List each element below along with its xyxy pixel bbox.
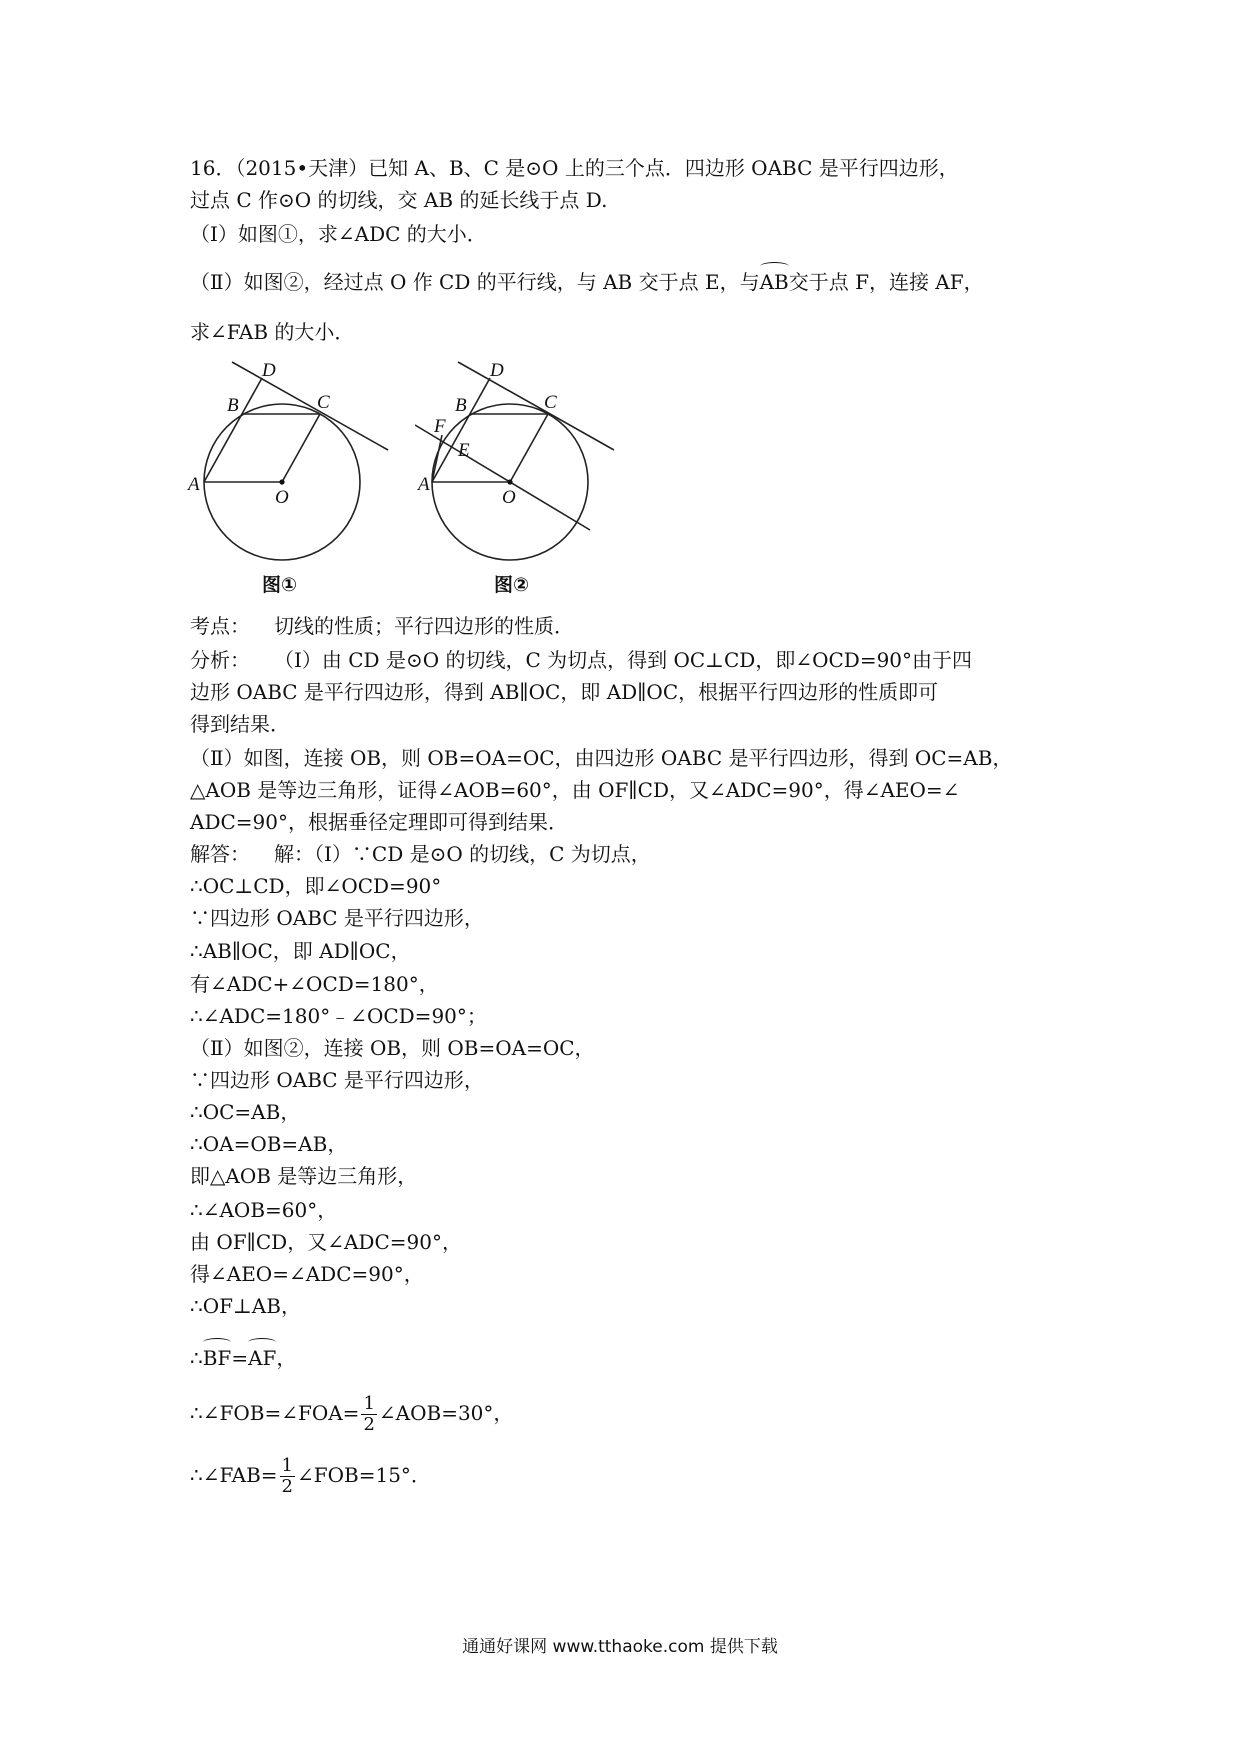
fenxi-line-6: ADC=90°，根据垂径定理即可得到结果．	[190, 810, 568, 834]
fraction-half	[280, 1456, 295, 1497]
solution-step: 由 OF∥CD，又∠ADC=90°，	[190, 1230, 462, 1254]
arc-equal-line	[190, 1344, 296, 1372]
therefore-symbol: ∴	[190, 1346, 203, 1370]
figure-1	[185, 355, 395, 569]
label-d: D	[490, 360, 504, 381]
label-b: B	[455, 395, 467, 416]
fenxi-label: 分析：	[190, 648, 250, 672]
arc-bf: BF	[202, 1346, 232, 1370]
fraction-line-2-post: ∠FOB=15°．	[296, 1463, 431, 1487]
figure-2-svg	[415, 355, 625, 565]
segment-oc	[282, 414, 320, 482]
problem-line-1: 16．（2015•天津）已知 A、B、C 是⊙O 上的三个点．四边形 OABC 是平行四边形，	[190, 156, 959, 180]
label-c: C	[544, 392, 557, 413]
figure-1-caption: 图①	[262, 574, 298, 596]
solution-step: ∴OA=OB=AB，	[190, 1132, 348, 1156]
fenxi-text-1: （Ⅰ）由 CD 是⊙O 的切线，C 为切点，得到 OC⊥CD，即∠OCD=90°由于四	[274, 648, 973, 672]
figure-1-svg	[185, 355, 395, 565]
arc-af: AF	[248, 1346, 277, 1370]
jieda-line-1	[190, 840, 651, 868]
fenxi-line-1	[190, 646, 972, 674]
label-b: B	[227, 395, 239, 416]
kaodian-line	[190, 612, 574, 640]
solution-step: （Ⅱ）如图②，连接 OB，则 OB=OA=OC，	[190, 1036, 595, 1060]
fraction-line-2-pre: ∴∠FAB=	[190, 1463, 278, 1487]
footer: 通通好课网 www.tthaoke.com 提供下载	[462, 1637, 778, 1657]
label-a: A	[418, 474, 430, 495]
label-a: A	[188, 474, 200, 495]
numerator: 1	[363, 1393, 375, 1414]
figure-2	[415, 355, 625, 569]
fraction-line-2	[190, 1456, 431, 1497]
fraction-line-1-post: ∠AOB=30°，	[378, 1401, 514, 1425]
label-o: O	[502, 487, 516, 508]
kaodian-label: 考点：	[190, 614, 250, 638]
label-d: D	[262, 360, 276, 381]
solution-step: 有∠ADC+∠OCD=180°，	[190, 972, 439, 996]
label-e: E	[458, 440, 470, 461]
denominator: 2	[281, 1476, 293, 1497]
problem-line-5: 求∠FAB 的大小．	[190, 320, 355, 344]
problem-line-4-post: 交于点 F，连接 AF，	[788, 270, 984, 294]
equals-sign: =	[231, 1346, 249, 1370]
tangent-cd	[232, 362, 388, 450]
solution-step: 即△AOB 是等边三角形，	[190, 1164, 418, 1188]
problem-line-3: （Ⅰ）如图①，求∠ADC 的大小．	[190, 222, 487, 246]
denominator: 2	[363, 1414, 375, 1435]
fraction-half	[361, 1394, 376, 1435]
solution-step: ∴OF⊥AB，	[190, 1294, 301, 1318]
jieda-label: 解答：	[190, 842, 250, 866]
label-f: F	[434, 416, 446, 437]
solution-step: ∴OC=AB，	[190, 1100, 301, 1124]
solution-step: ∴OC⊥CD，即∠OCD=90°	[190, 874, 442, 898]
center-dot	[507, 479, 512, 484]
fenxi-line-2: 边形 OABC 是平行四边形，得到 AB∥OC，即 AD∥OC，根据平行四边形的性质即可	[190, 680, 939, 704]
label-o: O	[275, 487, 289, 508]
solution-step: ∵四边形 OABC 是平行四边形，	[190, 1068, 484, 1092]
center-dot	[279, 479, 284, 484]
jieda-first: 解：（Ⅰ）∵CD 是⊙O 的切线，C 为切点，	[274, 842, 651, 866]
comma: ，	[276, 1346, 297, 1370]
fraction-line-1-pre: ∴∠FOB=∠FOA=	[190, 1401, 360, 1425]
segment-oc	[510, 414, 548, 482]
numerator: 1	[281, 1455, 293, 1476]
problem-line-4-pre: （Ⅱ）如图②，经过点 O 作 CD 的平行线，与 AB 交于点 E，与	[190, 270, 760, 294]
problem-line-2: 过点 C 作⊙O 的切线，交 AB 的延长线于点 D.	[190, 188, 608, 212]
solution-step: ∴AB∥OC，即 AD∥OC，	[190, 939, 411, 963]
fenxi-line-5: △AOB 是等边三角形，证得∠AOB=60°，由 OF∥CD，又∠ADC=90°，得∠AEO=∠	[190, 778, 960, 802]
solution-step: 得∠AEO=∠ADC=90°，	[190, 1262, 424, 1286]
problem-line-4	[190, 268, 984, 296]
figure-2-caption: 图②	[494, 574, 530, 596]
arc-ab: AB	[759, 270, 789, 294]
solution-step: ∴∠AOB=60°，	[190, 1198, 338, 1222]
fraction-line-1	[190, 1394, 513, 1435]
kaodian-text: 切线的性质；平行四边形的性质．	[274, 614, 574, 638]
label-c: C	[317, 392, 330, 413]
solution-step: ∴∠ADC=180°﹣∠OCD=90°；	[190, 1004, 487, 1028]
fenxi-line-4: （Ⅱ）如图，连接 OB，则 OB=OA=OC，由四边形 OABC 是平行四边形，得到 OC=AB，	[190, 746, 1013, 770]
fenxi-line-3: 得到结果．	[190, 712, 290, 736]
line-ad	[204, 378, 262, 482]
solution-step: ∵四边形 OABC 是平行四边形，	[190, 906, 484, 930]
segment-af	[432, 435, 442, 482]
